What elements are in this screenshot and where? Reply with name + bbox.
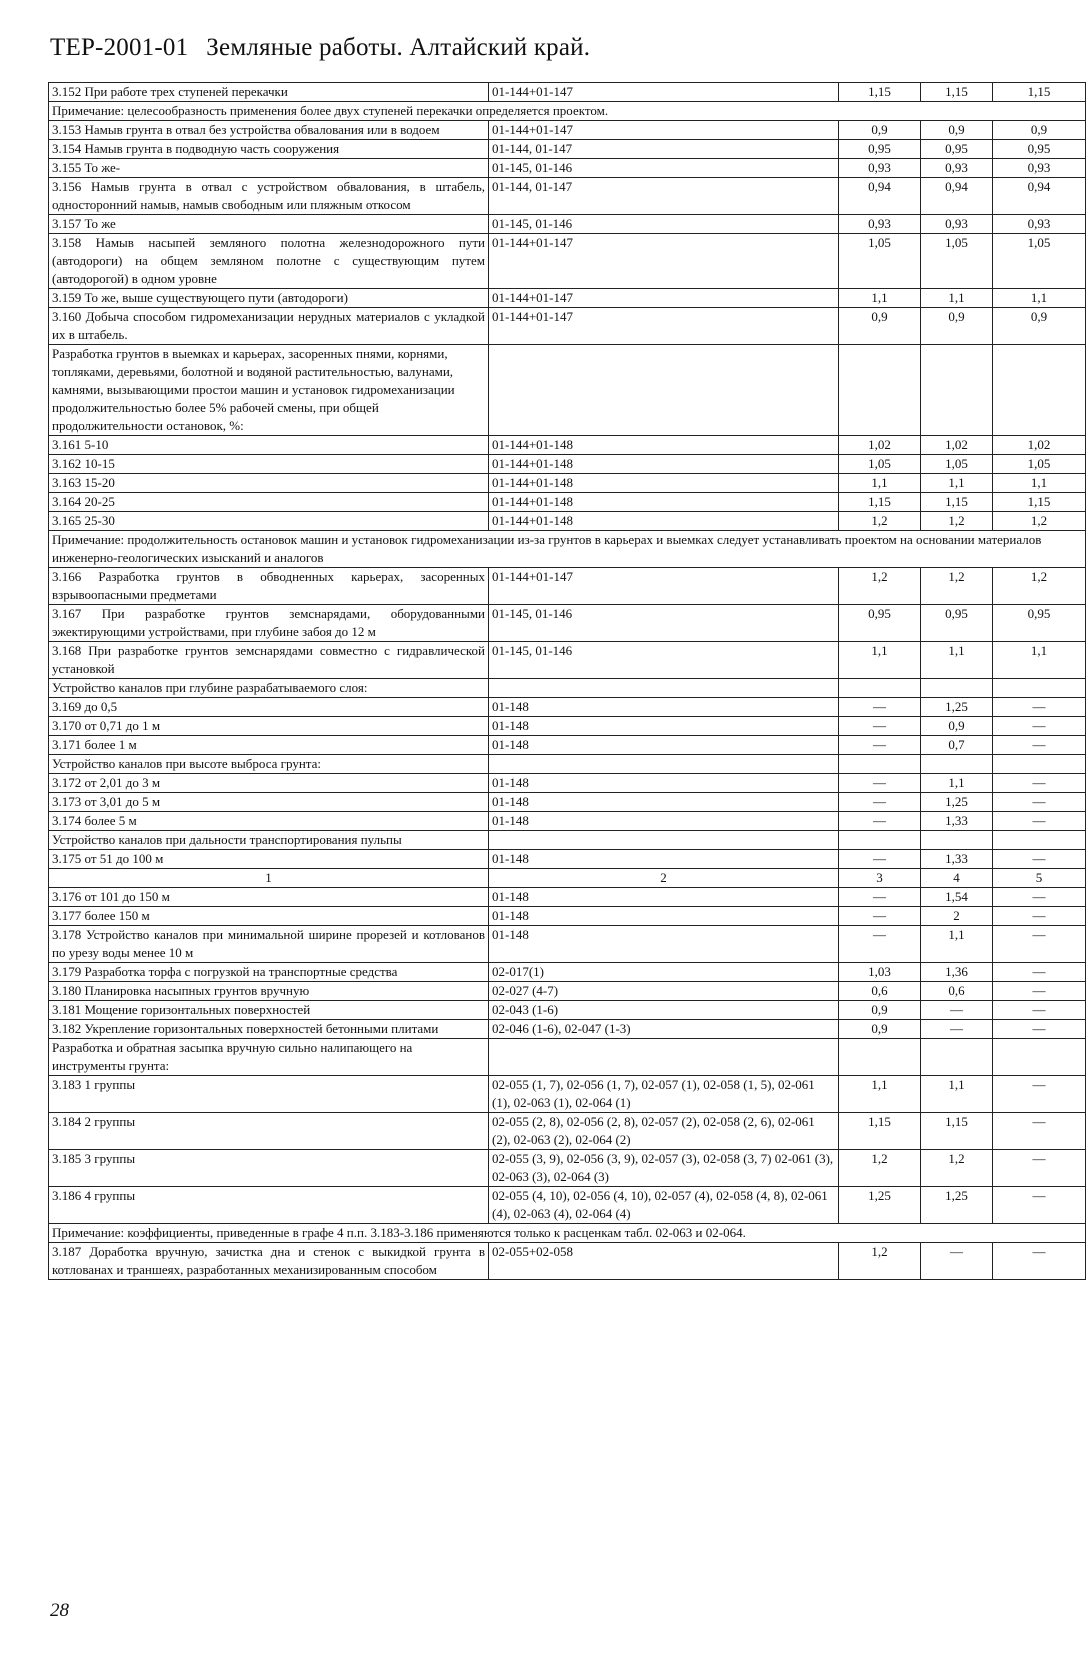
table-row <box>49 289 1086 308</box>
name-cell: 3.175 от 51 до 100 м <box>49 850 489 869</box>
col3-cell: — <box>839 736 921 755</box>
col3-cell: 1,05 <box>839 234 921 289</box>
col3-cell: 0,9 <box>839 121 921 140</box>
name-cell: 3.154 Намыв грунта в подводную часть сооружения <box>49 140 489 159</box>
col3-cell: 0,95 <box>839 605 921 642</box>
col5-cell: 0,9 <box>993 308 1086 345</box>
ref-cell: 01-144+01-147 <box>489 289 839 308</box>
table-row <box>49 926 1086 963</box>
group-heading-cell: Устройство каналов при дальности транспортирования пульпы <box>49 831 489 850</box>
name-cell: 3.169 до 0,5 <box>49 698 489 717</box>
col5-cell: — <box>993 1243 1086 1280</box>
name-cell: 3.161 5-10 <box>49 436 489 455</box>
col5-cell: 1,02 <box>993 436 1086 455</box>
col5-cell <box>993 755 1086 774</box>
ref-cell: 01-144+01-148 <box>489 512 839 531</box>
col3-cell <box>839 755 921 774</box>
ref-cell: 02-055 (1, 7), 02-056 (1, 7), 02-057 (1), 02-058 (1, 5), 02-061 (1), 02-063 (1), 02-064 (1) <box>489 1076 839 1113</box>
name-cell: 3.162 10-15 <box>49 455 489 474</box>
col4-cell: 1,1 <box>921 1076 993 1113</box>
col3-cell: 1,25 <box>839 1187 921 1224</box>
col3-cell: 1,2 <box>839 1150 921 1187</box>
name-cell: 3.183 1 группы <box>49 1076 489 1113</box>
col4-cell: — <box>921 1243 993 1280</box>
table-row <box>49 308 1086 345</box>
col4-cell: 1,05 <box>921 455 993 474</box>
ref-cell: 02-055 (2, 8), 02-056 (2, 8), 02-057 (2), 02-058 (2, 6), 02-061 (2), 02-063 (2), 02-064 (2) <box>489 1113 839 1150</box>
col3-cell <box>839 831 921 850</box>
ref-cell <box>489 831 839 850</box>
col3-cell: 1,03 <box>839 963 921 982</box>
table-row <box>49 1150 1086 1187</box>
name-cell: 3.155 То же- <box>49 159 489 178</box>
table-row <box>49 568 1086 605</box>
ref-cell: 01-148 <box>489 774 839 793</box>
col3-cell: 1,1 <box>839 642 921 679</box>
ref-cell: 02-027 (4-7) <box>489 982 839 1001</box>
col4-cell: 1,2 <box>921 568 993 605</box>
col4-cell: 0,9 <box>921 308 993 345</box>
col5-cell: 0,93 <box>993 159 1086 178</box>
col5-cell: — <box>993 1187 1086 1224</box>
table-group-row <box>49 1039 1086 1076</box>
col5-cell: 0,95 <box>993 140 1086 159</box>
name-cell: 3.186 4 группы <box>49 1187 489 1224</box>
document-title: Земляные работы. Алтайский край. <box>206 34 591 61</box>
ref-cell: 01-145, 01-146 <box>489 642 839 679</box>
col3-cell: 1,1 <box>839 289 921 308</box>
ref-cell: 01-148 <box>489 850 839 869</box>
table-row <box>49 698 1086 717</box>
col5-cell: 0,9 <box>993 121 1086 140</box>
group-heading-cell: Устройство каналов при глубине разрабатываемого слоя: <box>49 679 489 698</box>
table-row <box>49 1020 1086 1039</box>
table-row <box>49 1113 1086 1150</box>
document-code: ТЕР-2001-01 <box>50 34 189 61</box>
col3-cell: 1,05 <box>839 455 921 474</box>
col4-cell: 0,95 <box>921 605 993 642</box>
col5-cell: 0,93 <box>993 215 1086 234</box>
table-row <box>49 736 1086 755</box>
col4-cell: 1,2 <box>921 1150 993 1187</box>
col3-cell: 0,95 <box>839 140 921 159</box>
col5-cell: 1,2 <box>993 568 1086 605</box>
col4-cell: 1,36 <box>921 963 993 982</box>
table-row <box>49 512 1086 531</box>
ref-cell <box>489 755 839 774</box>
page-number: 28 <box>50 1600 69 1621</box>
col4-cell: 4 <box>921 869 993 888</box>
name-cell: 3.159 То же, выше существующего пути (автодороги) <box>49 289 489 308</box>
col5-cell: 1,05 <box>993 455 1086 474</box>
col3-cell: 0,9 <box>839 308 921 345</box>
col3-cell: — <box>839 774 921 793</box>
table-row <box>49 793 1086 812</box>
col4-cell: 1,1 <box>921 926 993 963</box>
col5-cell <box>993 345 1086 436</box>
col4-cell: 1,1 <box>921 642 993 679</box>
name-cell: 3.185 3 группы <box>49 1150 489 1187</box>
ref-cell: 01-148 <box>489 736 839 755</box>
table-row <box>49 234 1086 289</box>
table-row <box>49 121 1086 140</box>
table-row <box>49 1243 1086 1280</box>
table-body <box>49 83 1086 1280</box>
col4-cell: 1,15 <box>921 1113 993 1150</box>
col4-cell: 1,05 <box>921 234 993 289</box>
col4-cell: 0,6 <box>921 982 993 1001</box>
col3-cell: 1,15 <box>839 1113 921 1150</box>
col3-cell: 1,15 <box>839 493 921 512</box>
col3-cell: — <box>839 812 921 831</box>
col5-cell: — <box>993 812 1086 831</box>
col5-cell: 1,2 <box>993 512 1086 531</box>
note-cell: Примечание: коэффициенты, приведенные в графе 4 п.п. 3.183-3.186 применяются только к расценкам табл. 02-063 и 02-064. <box>49 1224 1086 1243</box>
col4-cell: 1,54 <box>921 888 993 907</box>
ref-cell: 01-144+01-148 <box>489 474 839 493</box>
col5-cell: — <box>993 1076 1086 1113</box>
col3-cell: — <box>839 850 921 869</box>
ref-cell: 01-148 <box>489 812 839 831</box>
col5-cell: — <box>993 717 1086 736</box>
col4-cell: — <box>921 1001 993 1020</box>
col5-cell: — <box>993 963 1086 982</box>
ref-cell: 02-055+02-058 <box>489 1243 839 1280</box>
table-note-row <box>49 1224 1086 1243</box>
table-row <box>49 436 1086 455</box>
col3-cell: — <box>839 793 921 812</box>
ref-cell: 01-145, 01-146 <box>489 605 839 642</box>
col3-cell: 1,2 <box>839 512 921 531</box>
col5-cell <box>993 679 1086 698</box>
col5-cell: — <box>993 698 1086 717</box>
col4-cell <box>921 1039 993 1076</box>
col4-cell: 0,93 <box>921 159 993 178</box>
name-cell: 3.166 Разработка грунтов в обводненных карьерах, засоренных взрывоопасными предметами <box>49 568 489 605</box>
table-row <box>49 850 1086 869</box>
col3-cell: — <box>839 907 921 926</box>
col4-cell: 1,1 <box>921 474 993 493</box>
ref-cell: 02-055 (4, 10), 02-056 (4, 10), 02-057 (4), 02-058 (4, 8), 02-061 (4), 02-063 (4), 02-064 (4) <box>489 1187 839 1224</box>
name-cell: 3.160 Добыча способом гидромеханизации нерудных материалов с укладкой их в штабель. <box>49 308 489 345</box>
ref-cell: 01-148 <box>489 926 839 963</box>
col5-cell: — <box>993 1001 1086 1020</box>
col3-cell: 1,02 <box>839 436 921 455</box>
col3-cell: 1,2 <box>839 568 921 605</box>
name-cell: 3.164 20-25 <box>49 493 489 512</box>
col3-cell: 0,93 <box>839 215 921 234</box>
col3-cell: 0,93 <box>839 159 921 178</box>
name-cell: 3.158 Намыв насыпей земляного полотна железнодорожного пути (автодороги) на общем земляном полотне с существующим путем (автодорогой) в одном уровне <box>49 234 489 289</box>
col3-cell: — <box>839 698 921 717</box>
name-cell: 3.181 Мощение горизонтальных поверхностей <box>49 1001 489 1020</box>
col5-cell: — <box>993 907 1086 926</box>
col3-cell: 1,1 <box>839 474 921 493</box>
col5-cell <box>993 1039 1086 1076</box>
note-cell: Примечание: продолжительность остановок машин и установок гидромеханизации из-за грунтов в карьерах и выемках следует устанавливать проектом на основании материалов инженерно-геологических изысканий и аналогов <box>49 531 1086 568</box>
table-row <box>49 140 1086 159</box>
col5-cell: — <box>993 793 1086 812</box>
col5-cell: — <box>993 888 1086 907</box>
col3-cell: — <box>839 926 921 963</box>
table-row <box>49 963 1086 982</box>
col5-cell: 0,95 <box>993 605 1086 642</box>
col4-cell <box>921 831 993 850</box>
ref-cell: 2 <box>489 869 839 888</box>
ref-cell: 02-055 (3, 9), 02-056 (3, 9), 02-057 (3), 02-058 (3, 7) 02-061 (3), 02-063 (3), 02-064 (3) <box>489 1150 839 1187</box>
col4-cell: 1,33 <box>921 812 993 831</box>
table-row <box>49 159 1086 178</box>
col3-cell <box>839 345 921 436</box>
table-row <box>49 1076 1086 1113</box>
col5-cell: 1,05 <box>993 234 1086 289</box>
col5-cell: — <box>993 850 1086 869</box>
name-cell: 3.180 Планировка насыпных грунтов вручную <box>49 982 489 1001</box>
col4-cell: 0,93 <box>921 215 993 234</box>
ref-cell: 01-144, 01-147 <box>489 178 839 215</box>
col5-cell: — <box>993 1020 1086 1039</box>
coefficients-table <box>48 82 1086 1280</box>
table-group-row <box>49 755 1086 774</box>
name-cell: 3.165 25-30 <box>49 512 489 531</box>
ref-cell: 01-144+01-147 <box>489 83 839 102</box>
name-cell: 3.167 При разработке грунтов земснарядами, оборудованными эжектирующими устройствами, при глубине забоя до 12 м <box>49 605 489 642</box>
table-row <box>49 1001 1086 1020</box>
col3-cell <box>839 679 921 698</box>
ref-cell: 01-145, 01-146 <box>489 159 839 178</box>
table-row <box>49 178 1086 215</box>
table-row <box>49 215 1086 234</box>
col4-cell: 0,9 <box>921 717 993 736</box>
ref-cell: 02-046 (1-6), 02-047 (1-3) <box>489 1020 839 1039</box>
col3-cell: 1,1 <box>839 1076 921 1113</box>
name-cell: 3.172 от 2,01 до 3 м <box>49 774 489 793</box>
col3-cell: — <box>839 888 921 907</box>
table-row <box>49 774 1086 793</box>
name-cell: 3.176 от 101 до 150 м <box>49 888 489 907</box>
col4-cell: 1,1 <box>921 774 993 793</box>
ref-cell: 01-144+01-148 <box>489 493 839 512</box>
name-cell: 3.171 более 1 м <box>49 736 489 755</box>
name-cell: 3.174 более 5 м <box>49 812 489 831</box>
col4-cell: 1,02 <box>921 436 993 455</box>
col4-cell: 0,95 <box>921 140 993 159</box>
col3-cell <box>839 1039 921 1076</box>
col3-cell: 0,9 <box>839 1020 921 1039</box>
col4-cell: 1,15 <box>921 493 993 512</box>
name-cell: 3.157 То же <box>49 215 489 234</box>
ref-cell: 01-145, 01-146 <box>489 215 839 234</box>
table-note-row <box>49 102 1086 121</box>
col4-cell: 1,15 <box>921 83 993 102</box>
table-row <box>49 888 1086 907</box>
name-cell: 3.170 от 0,71 до 1 м <box>49 717 489 736</box>
col5-cell: — <box>993 926 1086 963</box>
group-heading-cell: Разработка и обратная засыпка вручную сильно налипающего на инструменты грунта: <box>49 1039 489 1076</box>
col5-cell <box>993 831 1086 850</box>
name-cell: 3.184 2 группы <box>49 1113 489 1150</box>
name-cell: 3.156 Намыв грунта в отвал с устройством обвалования, в штабель, односторонний намыв, намыв свободным или пляжным откосом <box>49 178 489 215</box>
ref-cell: 02-043 (1-6) <box>489 1001 839 1020</box>
col5-cell: — <box>993 1150 1086 1187</box>
table-group-row <box>49 831 1086 850</box>
table-row <box>49 83 1086 102</box>
col4-cell: — <box>921 1020 993 1039</box>
ref-cell: 01-144+01-147 <box>489 121 839 140</box>
table-row <box>49 455 1086 474</box>
ref-cell: 01-148 <box>489 907 839 926</box>
name-cell: 3.152 При работе трех ступеней перекачки <box>49 83 489 102</box>
name-cell: 3.187 Доработка вручную, зачистка дна и стенок с выкидкой грунта в котлованах и траншеях, разработанных механизированным способом <box>49 1243 489 1280</box>
col4-cell: 1,1 <box>921 289 993 308</box>
ref-cell: 01-148 <box>489 793 839 812</box>
col4-cell: 0,94 <box>921 178 993 215</box>
column-number-row <box>49 869 1086 888</box>
name-cell: 3.177 более 150 м <box>49 907 489 926</box>
ref-cell: 01-148 <box>489 717 839 736</box>
table-row <box>49 982 1086 1001</box>
group-heading-cell: Устройство каналов при высоте выброса грунта: <box>49 755 489 774</box>
name-cell: 3.163 15-20 <box>49 474 489 493</box>
table-row <box>49 1187 1086 1224</box>
col5-cell: — <box>993 1113 1086 1150</box>
col3-cell: 0,94 <box>839 178 921 215</box>
col5-cell: — <box>993 774 1086 793</box>
ref-cell: 01-144+01-147 <box>489 568 839 605</box>
col4-cell: 0,9 <box>921 121 993 140</box>
col3-cell: 3 <box>839 869 921 888</box>
ref-cell <box>489 679 839 698</box>
col5-cell: 1,1 <box>993 289 1086 308</box>
ref-cell: 01-144, 01-147 <box>489 140 839 159</box>
table-group-row <box>49 679 1086 698</box>
name-cell: 3.153 Намыв грунта в отвал без устройства обвалования или в водоем <box>49 121 489 140</box>
ref-cell: 01-144+01-148 <box>489 436 839 455</box>
table-row <box>49 605 1086 642</box>
col3-cell: 1,2 <box>839 1243 921 1280</box>
col5-cell: 1,15 <box>993 493 1086 512</box>
table-row <box>49 812 1086 831</box>
col3-cell: 0,6 <box>839 982 921 1001</box>
col3-cell: 0,9 <box>839 1001 921 1020</box>
col4-cell: 0,7 <box>921 736 993 755</box>
col5-cell: — <box>993 982 1086 1001</box>
col5-cell: 5 <box>993 869 1086 888</box>
table-row <box>49 907 1086 926</box>
group-heading-cell: Разработка грунтов в выемках и карьерах, засоренных пнями, корнями, топляками, деревьями, болотной и водяной растительностью, валунами, камнями, вызывающими простои машин и установок гидромеханизации продолжительностью более 5% рабочей смены, при общей продолжительности остановок, %: <box>49 345 489 436</box>
note-cell: Примечание: целесообразность применения более двух ступеней перекачки определяется проектом. <box>49 102 1086 121</box>
col4-cell: 1,2 <box>921 512 993 531</box>
ref-cell <box>489 1039 839 1076</box>
name-cell: 1 <box>49 869 489 888</box>
ref-cell: 02-017(1) <box>489 963 839 982</box>
col4-cell: 1,25 <box>921 698 993 717</box>
table-row <box>49 493 1086 512</box>
col5-cell: — <box>993 736 1086 755</box>
ref-cell: 01-148 <box>489 698 839 717</box>
table-row <box>49 717 1086 736</box>
col3-cell: 1,15 <box>839 83 921 102</box>
col4-cell <box>921 755 993 774</box>
name-cell: 3.179 Разработка торфа с погрузкой на транспортные средства <box>49 963 489 982</box>
col4-cell: 1,25 <box>921 793 993 812</box>
col4-cell: 1,33 <box>921 850 993 869</box>
name-cell: 3.178 Устройство каналов при минимальной ширине прорезей и котлованов по урезу воды менее 10 м <box>49 926 489 963</box>
name-cell: 3.182 Укрепление горизонтальных поверхностей бетонными плитами <box>49 1020 489 1039</box>
name-cell: 3.173 от 3,01 до 5 м <box>49 793 489 812</box>
col5-cell: 1,1 <box>993 642 1086 679</box>
col4-cell: 1,25 <box>921 1187 993 1224</box>
ref-cell: 01-144+01-148 <box>489 455 839 474</box>
col5-cell: 1,15 <box>993 83 1086 102</box>
col4-cell <box>921 345 993 436</box>
ref-cell: 01-148 <box>489 888 839 907</box>
table-row <box>49 474 1086 493</box>
page-title <box>50 34 590 62</box>
ref-cell: 01-144+01-147 <box>489 308 839 345</box>
name-cell: 3.168 При разработке грунтов земснарядами совместно с гидравлической установкой <box>49 642 489 679</box>
ref-cell: 01-144+01-147 <box>489 234 839 289</box>
col5-cell: 1,1 <box>993 474 1086 493</box>
table-group-row <box>49 345 1086 436</box>
ref-cell <box>489 345 839 436</box>
col3-cell: — <box>839 717 921 736</box>
table-row <box>49 642 1086 679</box>
col4-cell: 2 <box>921 907 993 926</box>
col5-cell: 0,94 <box>993 178 1086 215</box>
col4-cell <box>921 679 993 698</box>
table-note-row <box>49 531 1086 568</box>
